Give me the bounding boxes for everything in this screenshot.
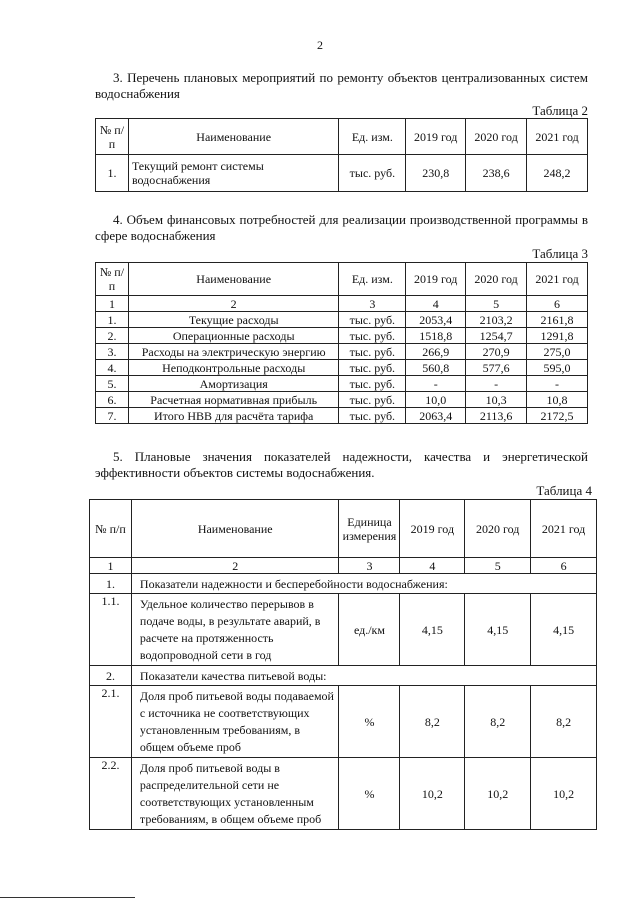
row-2020: 4,15 — [465, 594, 531, 666]
col-unit-header: Единица измерения — [339, 500, 400, 558]
table-row — [96, 408, 588, 424]
table-row — [96, 344, 588, 360]
index-row — [90, 558, 597, 574]
table-row — [96, 392, 588, 408]
col-2019-header: 2019 год — [400, 500, 465, 558]
section-title: Показатели надежности и бесперебойности водоснабжения: — [131, 574, 596, 594]
section-4-heading: 4. Объем финансовых потребностей для реализации производственной программы в сфере водоснабжения — [95, 212, 588, 243]
row-2021: 8,2 — [531, 686, 597, 758]
row-name: Неподконтрольные расходы — [128, 360, 339, 376]
row-2021: 595,0 — [527, 360, 588, 376]
row-2020: 1254,7 — [466, 328, 527, 344]
row-2021: 1291,8 — [527, 328, 588, 344]
row-2020: - — [466, 376, 527, 392]
row-2021: 275,0 — [527, 344, 588, 360]
index-row — [96, 296, 588, 312]
row-name: Доля проб питьевой воды в распределительной сети не соответствующих установленным требованиям, в общем объеме проб — [131, 758, 339, 830]
row-2019: 560,8 — [406, 360, 466, 376]
col-2020-header: 2020 год — [465, 500, 531, 558]
row-name: Расчетная нормативная прибыль — [128, 392, 339, 408]
index-cell: 4 — [400, 558, 465, 574]
col-2021-header: 2021 год — [531, 500, 597, 558]
row-unit: тыс. руб. — [339, 360, 406, 376]
row-name: Удельное количество перерывов в подаче воды, в результате аварий, в расчете на протяженность водопроводной сети в год — [131, 594, 339, 666]
col-unit-header: Ед. изм. — [339, 119, 406, 155]
footer-rule — [0, 897, 135, 898]
row-unit: тыс. руб. — [339, 408, 406, 424]
col-name-header: Наименование — [128, 119, 339, 155]
table-row — [90, 686, 597, 758]
col-2020-header: 2020 год — [466, 263, 527, 296]
index-cell: 6 — [527, 296, 588, 312]
row-2021: 4,15 — [531, 594, 597, 666]
index-cell: 5 — [465, 558, 531, 574]
section-5-heading: 5. Плановые значения показателей надежности, качества и энергетической эффективности объектов системы водоснабжения. — [95, 449, 588, 480]
section-title: Показатели качества питьевой воды: — [131, 666, 596, 686]
table-3 — [95, 262, 588, 424]
row-unit: тыс. руб. — [339, 312, 406, 328]
index-cell: 1 — [96, 296, 129, 312]
row-num: 1. — [96, 155, 129, 192]
row-2019: 266,9 — [406, 344, 466, 360]
row-2021: 10,8 — [527, 392, 588, 408]
row-2020: 2113,6 — [466, 408, 527, 424]
table-row — [96, 360, 588, 376]
row-2020: 270,9 — [466, 344, 527, 360]
row-2020: 10,2 — [465, 758, 531, 830]
section-row — [90, 666, 597, 686]
row-name: Итого НВВ для расчёта тарифа — [128, 408, 339, 424]
row-2019: 230,8 — [406, 155, 466, 192]
row-name: Операционные расходы — [128, 328, 339, 344]
table-row — [90, 594, 597, 666]
table-3-caption: Таблица 3 — [532, 246, 588, 261]
row-2021: 2172,5 — [527, 408, 588, 424]
table-row — [96, 155, 588, 192]
row-unit: тыс. руб. — [339, 155, 406, 192]
row-num: 1.1. — [90, 594, 132, 666]
table-4-header — [90, 500, 597, 558]
section-3-heading: 3. Перечень плановых мероприятий по ремонту объектов централизованных систем водоснабжения — [95, 70, 588, 101]
row-unit: тыс. руб. — [339, 376, 406, 392]
col-name-header: Наименование — [128, 263, 339, 296]
index-cell: 2 — [128, 296, 339, 312]
row-2019: 4,15 — [400, 594, 465, 666]
row-unit: ед./км — [339, 594, 400, 666]
row-unit: % — [339, 686, 400, 758]
col-unit-header: Ед. изм. — [339, 263, 406, 296]
row-2020: 8,2 — [465, 686, 531, 758]
row-unit: тыс. руб. — [339, 344, 406, 360]
row-2021: 2161,8 — [527, 312, 588, 328]
row-unit: тыс. руб. — [339, 328, 406, 344]
col-num-header: № п/п — [90, 500, 132, 558]
row-name: Текущие расходы — [128, 312, 339, 328]
table-2 — [95, 118, 588, 192]
row-name: Текущий ремонт системы водоснабжения — [128, 155, 339, 192]
row-num: 6. — [96, 392, 129, 408]
section-row — [90, 574, 597, 594]
index-cell: 2 — [131, 558, 339, 574]
col-2019-header: 2019 год — [406, 263, 466, 296]
row-num: 1. — [96, 312, 129, 328]
col-2019-header: 2019 год — [406, 119, 466, 155]
table-row — [90, 758, 597, 830]
col-2021-header: 2021 год — [527, 263, 588, 296]
col-2020-header: 2020 год — [466, 119, 527, 155]
table-row — [96, 376, 588, 392]
col-num-header: № п/п — [96, 263, 129, 296]
row-2019: 10,2 — [400, 758, 465, 830]
row-name: Амортизация — [128, 376, 339, 392]
row-2020: 10,3 — [466, 392, 527, 408]
table-2-header — [96, 119, 588, 155]
row-num: 5. — [96, 376, 129, 392]
row-unit: тыс. руб. — [339, 392, 406, 408]
table-2-caption: Таблица 2 — [532, 103, 588, 118]
col-num-header: № п/п — [96, 119, 129, 155]
row-name: Расходы на электрическую энергию — [128, 344, 339, 360]
row-2019: 8,2 — [400, 686, 465, 758]
row-2020: 2103,2 — [466, 312, 527, 328]
index-cell: 5 — [466, 296, 527, 312]
row-2019: 2063,4 — [406, 408, 466, 424]
section-num: 2. — [90, 666, 132, 686]
row-2021: 10,2 — [531, 758, 597, 830]
col-2021-header: 2021 год — [527, 119, 588, 155]
col-name-header: Наименование — [131, 500, 339, 558]
table-row — [96, 312, 588, 328]
table-row — [96, 328, 588, 344]
row-unit: % — [339, 758, 400, 830]
row-num: 2. — [96, 328, 129, 344]
table-4-caption: Таблица 4 — [536, 483, 592, 498]
section-num: 1. — [90, 574, 132, 594]
row-2019: 1518,8 — [406, 328, 466, 344]
row-num: 2.2. — [90, 758, 132, 830]
index-cell: 1 — [90, 558, 132, 574]
index-cell: 3 — [339, 296, 406, 312]
row-num: 4. — [96, 360, 129, 376]
table-3-header — [96, 263, 588, 296]
page-number: 2 — [317, 38, 323, 52]
row-2021: - — [527, 376, 588, 392]
table-4 — [89, 499, 597, 830]
row-2019: - — [406, 376, 466, 392]
row-num: 7. — [96, 408, 129, 424]
index-cell: 3 — [339, 558, 400, 574]
row-2020: 577,6 — [466, 360, 527, 376]
row-2021: 248,2 — [527, 155, 588, 192]
row-2020: 238,6 — [466, 155, 527, 192]
row-num: 2.1. — [90, 686, 132, 758]
row-2019: 10,0 — [406, 392, 466, 408]
row-2019: 2053,4 — [406, 312, 466, 328]
index-cell: 4 — [406, 296, 466, 312]
row-num: 3. — [96, 344, 129, 360]
row-name: Доля проб питьевой воды подаваемой с источника не соответствующих установленным требованиям, в общем объеме проб — [131, 686, 339, 758]
index-cell: 6 — [531, 558, 597, 574]
